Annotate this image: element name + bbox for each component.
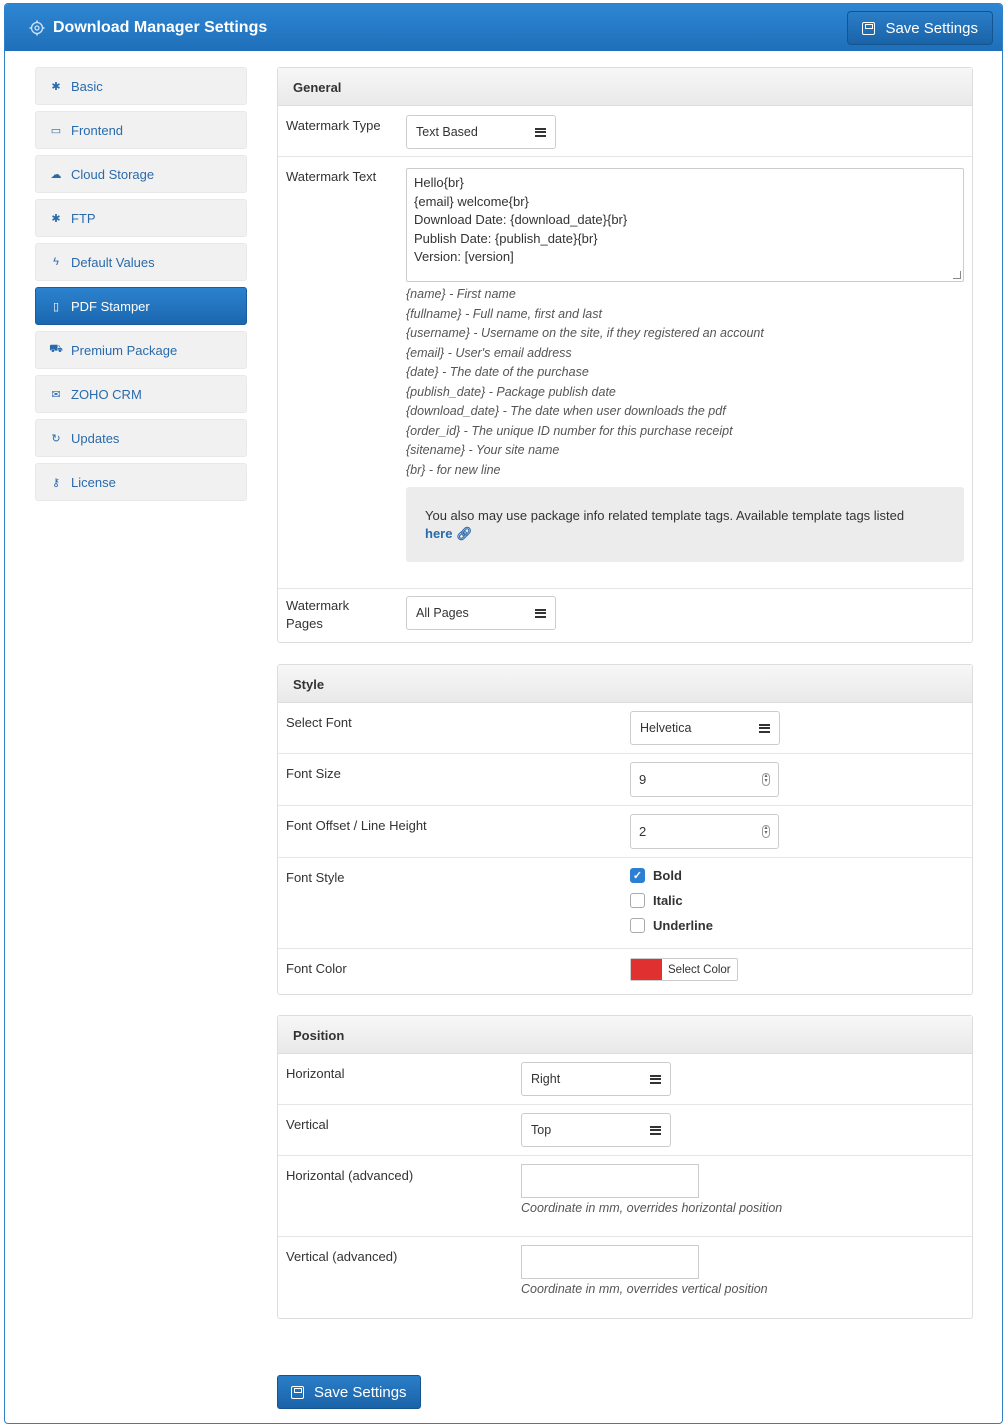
- vertical-row: [278, 1105, 972, 1156]
- settings-window: [4, 3, 1003, 1424]
- watermark-pages-select[interactable]: [406, 596, 556, 630]
- general-panel: [277, 67, 973, 643]
- sidebar-item-default-values[interactable]: [35, 243, 247, 281]
- stepper-icon[interactable]: ▴ ▾: [762, 825, 770, 838]
- sidebar-item-label: FTP: [71, 210, 96, 226]
- font-style-row: [278, 858, 972, 949]
- save-settings-button-bottom[interactable]: [277, 1375, 421, 1409]
- save-label: Save Settings: [314, 1383, 407, 1401]
- header-bar: [5, 4, 1002, 51]
- field-hint: Coordinate in mm, overrides horizontal position: [521, 1201, 783, 1215]
- floppy-disk-icon: [291, 1386, 304, 1399]
- color-swatch: [631, 959, 662, 980]
- font-size-row: [278, 754, 972, 806]
- field-label: Vertical (advanced): [286, 1249, 398, 1264]
- checkbox-label: Italic: [653, 893, 683, 908]
- menu-icon: [535, 609, 546, 618]
- template-tag-item: {order_id} - The unique ID number for this purchase receipt: [406, 423, 733, 438]
- menu-icon: [650, 1075, 661, 1084]
- field-label: Vertical: [286, 1117, 329, 1132]
- input-value: 2: [639, 824, 647, 839]
- sidebar-item-label: ZOHO CRM: [71, 386, 142, 402]
- sidebar-item-label: Premium Package: [71, 342, 178, 358]
- sidebar-item-label: Cloud Storage: [71, 166, 155, 182]
- sidebar-item-label: License: [71, 474, 116, 490]
- save-settings-button-top[interactable]: [847, 11, 993, 45]
- vertical-select[interactable]: [521, 1113, 671, 1147]
- here-link[interactable]: here 🔗︎: [425, 526, 473, 541]
- textarea-line: Version: [version]: [414, 249, 514, 265]
- horizontal-row: [278, 1054, 972, 1105]
- sidebar-item-license[interactable]: [35, 463, 247, 501]
- sidebar-item-ftp[interactable]: [35, 199, 247, 237]
- select-value: Text Based: [416, 125, 478, 139]
- page-title: Download Manager Settings: [53, 18, 268, 36]
- key-icon: ⚷: [51, 476, 61, 489]
- sidebar-item-label: Updates: [71, 430, 120, 446]
- save-label: Save Settings: [885, 19, 978, 37]
- note-text: You also may use package info related template tags. Available template tags listed: [425, 508, 905, 523]
- refresh-icon: ↻: [51, 432, 61, 445]
- sidebar-item-label: Basic: [71, 78, 103, 94]
- cloud-icon: ☁: [50, 168, 62, 181]
- watermark-type-select[interactable]: [406, 115, 556, 149]
- textarea-line: Publish Date: {publish_date}{br}: [414, 230, 598, 246]
- sidebar-item-updates[interactable]: [35, 419, 247, 457]
- template-tag-item: {br} - for new line: [406, 462, 501, 477]
- header-title: [29, 19, 267, 37]
- panel-title: General: [278, 68, 972, 106]
- gear-icon: [29, 20, 45, 36]
- sidebar: [35, 67, 247, 507]
- bold-checkbox[interactable]: [630, 868, 682, 883]
- underline-checkbox[interactable]: [630, 918, 713, 933]
- field-label: Font Style: [286, 870, 345, 885]
- field-label: Font Size: [286, 766, 341, 781]
- textarea-line: Download Date: {download_date}{br}: [414, 212, 628, 228]
- template-tag-item: {date} - The date of the purchase: [406, 365, 589, 379]
- field-label: Watermark Text: [286, 169, 377, 184]
- horizontal-advanced-row: [278, 1156, 972, 1237]
- font-row: [278, 703, 972, 754]
- link-icon: 🔗︎: [456, 526, 473, 541]
- sidebar-item-premium-package[interactable]: [35, 331, 247, 369]
- envelope-icon: ✉: [51, 388, 61, 401]
- watermark-text-row: [278, 157, 972, 589]
- checkbox-label: Underline: [653, 918, 713, 933]
- horizontal-select[interactable]: [521, 1062, 671, 1096]
- checkmark-icon: ✓: [630, 868, 645, 883]
- font-size-input[interactable]: [630, 762, 779, 797]
- watermark-pages-row: [278, 589, 972, 642]
- horizontal-advanced-input[interactable]: [521, 1164, 699, 1198]
- font-offset-input[interactable]: [630, 814, 779, 849]
- font-color-row: [278, 949, 972, 993]
- template-tag-item: {download_date} - The date when user downloads the pdf: [406, 404, 726, 418]
- gear-icon: ✱: [51, 212, 61, 225]
- template-tags-note: [406, 487, 964, 562]
- input-value: 9: [639, 772, 647, 787]
- field-hint: Coordinate in mm, overrides vertical position: [521, 1282, 768, 1296]
- position-panel: [277, 1015, 973, 1319]
- vertical-advanced-input[interactable]: [521, 1245, 699, 1279]
- select-value: Top: [531, 1123, 552, 1137]
- gear-icon: ✱: [51, 80, 61, 93]
- sidebar-item-cloud-storage[interactable]: [35, 155, 247, 193]
- sidebar-item-basic[interactable]: [35, 67, 247, 105]
- desktop-icon: ▭: [50, 124, 62, 137]
- field-label: Horizontal: [286, 1066, 345, 1081]
- template-tag-help: [406, 285, 764, 480]
- style-panel: [277, 664, 973, 995]
- field-label: Watermark Pages: [286, 598, 350, 631]
- watermark-type-row: [278, 106, 972, 157]
- sidebar-item-label: Default Values: [71, 254, 155, 270]
- textarea-line: {email} welcome{br}: [414, 193, 529, 209]
- vertical-advanced-row: [278, 1237, 972, 1317]
- field-label: Font Color: [286, 961, 347, 976]
- template-tag-item: {email} - User's email address: [406, 345, 572, 360]
- italic-checkbox[interactable]: [630, 893, 683, 908]
- pdf-file-icon: ▯: [52, 300, 60, 313]
- select-value: Helvetica: [640, 721, 692, 735]
- menu-icon: [759, 724, 770, 733]
- template-tag-item: {publish_date} - Package publish date: [406, 384, 616, 399]
- panel-title: Position: [278, 1016, 972, 1054]
- checkbox-box: [630, 893, 645, 908]
- field-label: Watermark Type: [286, 118, 381, 133]
- floppy-disk-icon: [862, 22, 875, 35]
- menu-icon: [535, 128, 546, 137]
- sidebar-item-label: Frontend: [71, 122, 124, 138]
- select-color-button[interactable]: Select Color: [668, 963, 731, 976]
- sidebar-item-pdf-stamper[interactable]: [35, 287, 247, 325]
- watermark-text-area[interactable]: [406, 168, 964, 282]
- checkbox-label: Bold: [653, 868, 682, 883]
- stepper-icon[interactable]: ▴ ▾: [762, 773, 770, 786]
- font-color-picker[interactable]: [630, 958, 738, 981]
- template-tag-item: {username} - Username on the site, if they registered an account: [406, 326, 764, 340]
- sidebar-item-frontend[interactable]: [35, 111, 247, 149]
- font-offset-row: [278, 806, 972, 858]
- resize-handle[interactable]: [953, 271, 961, 279]
- textarea-content: [414, 174, 956, 267]
- sidebar-item-zoho-crm[interactable]: [35, 375, 247, 413]
- template-tag-item: {sitename} - Your site name: [406, 443, 560, 457]
- checkbox-box: [630, 918, 645, 933]
- cart-icon: ⛟: [49, 343, 63, 355]
- font-select[interactable]: [630, 711, 780, 745]
- field-label: Select Font: [286, 715, 352, 730]
- panel-title: Style: [278, 665, 972, 703]
- bolt-icon: ϟ: [53, 256, 59, 268]
- textarea-line: Hello{br}: [414, 175, 464, 190]
- template-tag-item: {fullname} - Full name, first and last: [406, 306, 602, 321]
- field-label: Horizontal (advanced): [286, 1168, 414, 1183]
- select-value: All Pages: [416, 606, 469, 620]
- select-value: Right: [531, 1072, 561, 1086]
- sidebar-item-label: PDF Stamper: [71, 298, 150, 314]
- menu-icon: [650, 1126, 661, 1135]
- field-label: Font Offset / Line Height: [286, 818, 427, 833]
- template-tag-item: {name} - First name: [406, 287, 516, 301]
